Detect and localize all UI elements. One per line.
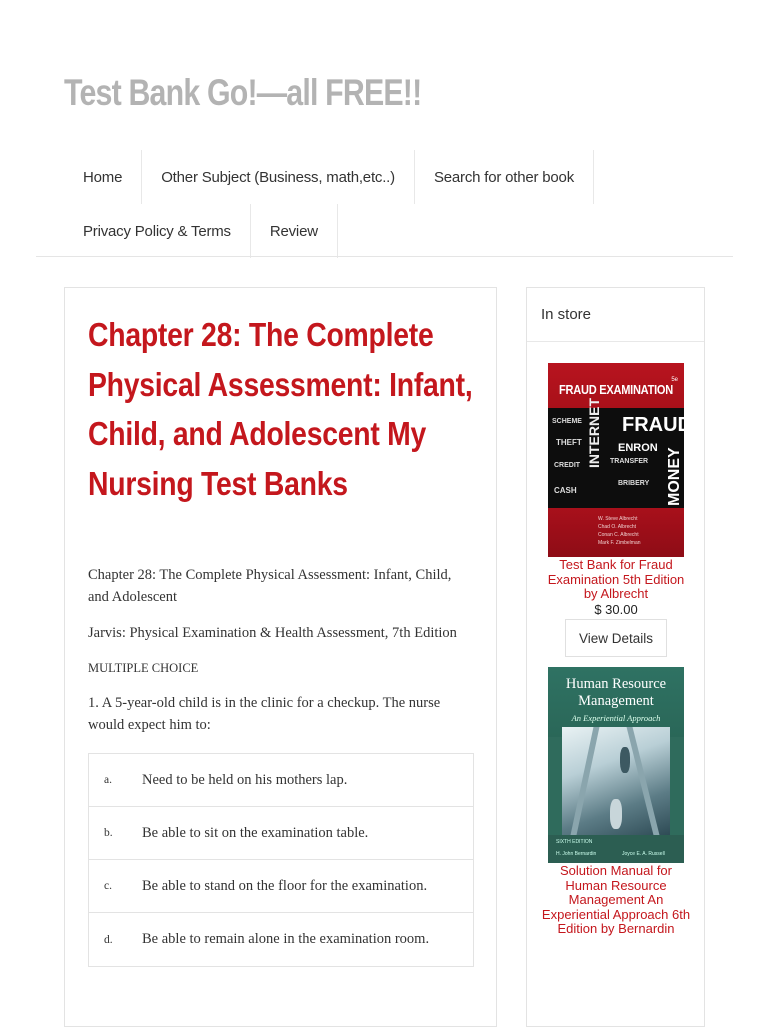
product-price: $ 30.00 (594, 602, 638, 617)
choice-text: Be able to remain alone in the examination room. (142, 931, 430, 947)
site-title[interactable]: Test Bank Go!—all FREE!! (64, 72, 422, 113)
cover-author: Joyce E. A. Russell (622, 851, 665, 857)
nav-row-2 (64, 204, 624, 258)
escalator-photo (562, 727, 670, 835)
header-divider (36, 256, 733, 257)
photo-rail (627, 727, 660, 835)
cloud-word: BRIBERY (618, 480, 650, 487)
cover-authors (548, 508, 684, 557)
sidebar-heading: In store (527, 288, 704, 342)
photo-figure (620, 747, 630, 773)
photo-figure (610, 799, 622, 829)
fraud-examination-book-cover[interactable] (548, 363, 692, 557)
choice-text: Need to be held on his mothers lap. (142, 771, 348, 788)
cloud-word: SCHEME (552, 418, 582, 425)
word-cloud-image (548, 398, 692, 508)
cover-title (548, 676, 684, 710)
choice-row (89, 754, 473, 807)
cover-authors (548, 835, 684, 863)
nav-item-privacy-policy[interactable]: Privacy Policy & Terms (64, 204, 251, 258)
choice-row (89, 807, 473, 860)
choice-text: Be able to stand on the floor for the examination. (142, 877, 428, 894)
section-label: MULTIPLE CHOICE (88, 661, 199, 675)
cover-title-line: Human Resource (565, 676, 667, 692)
cloud-word: CREDIT (554, 462, 581, 469)
post-source: Jarvis: Physical Examination & Health Assessment, 7th Edition (88, 625, 457, 641)
main-nav (64, 150, 624, 258)
choice-text: Be able to sit on the examination table. (142, 824, 369, 841)
cloud-word: MONEY (666, 447, 683, 506)
choice-row (89, 913, 473, 966)
post-intro: Chapter 28: The Complete Physical Assessment: Infant, Child, and Adolescent (88, 567, 452, 605)
nav-item-home[interactable]: Home (64, 150, 142, 204)
nav-item-review[interactable]: Review (251, 204, 338, 258)
post-card (64, 287, 497, 1027)
nav-row-1 (64, 150, 624, 204)
question-text: 1. A 5-year-old child is in the clinic for a checkup. The nurse would expect him to: (88, 695, 441, 733)
cloud-word: THEFT (556, 438, 582, 447)
cover-author: H. John Bernardin (556, 851, 597, 857)
cover-title-line: Management (578, 693, 654, 709)
cover-edition: 5e (671, 377, 678, 383)
cloud-word: INTERNET (586, 398, 602, 468)
post-title: Chapter 28: The Complete Physical Assessment: Infant, Child, and Adolescent My Nursing Test Banks (88, 316, 473, 502)
choice-letter: c. (104, 880, 112, 892)
nav-item-search-other-book[interactable]: Search for other book (415, 150, 594, 204)
cloud-word: CASH (554, 486, 577, 495)
cover-title: FRAUD EXAMINATION (559, 382, 673, 397)
choice-letter: a. (104, 774, 112, 786)
choice-letter: b. (104, 827, 113, 839)
cover-author: Chad O. Albrecht (598, 524, 637, 530)
photo-rail (571, 727, 600, 835)
cloud-word: FRAUD (622, 414, 692, 436)
product-title-link[interactable]: Test Bank for Fraud Examination 5th Edition by Albrecht (547, 557, 685, 602)
store-sidebar (526, 287, 705, 1027)
choice-row (89, 860, 473, 913)
choice-letter: d. (104, 933, 113, 946)
cover-edition: SIXTH EDITION (556, 839, 593, 845)
cloud-word: TRANSFER (610, 458, 649, 465)
hr-management-book-cover[interactable] (548, 667, 684, 863)
answer-choices-table (88, 753, 474, 967)
nav-item-other-subject[interactable]: Other Subject (Business, math,etc..) (142, 150, 415, 204)
cover-author: Mark F. Zimbelman (598, 540, 641, 546)
cover-author: W. Steve Albrecht (598, 516, 638, 522)
cloud-word: ENRON (618, 442, 658, 454)
cover-author: Conan C. Albrecht (598, 532, 639, 538)
cover-subtitle: An Experiential Approach (571, 713, 661, 723)
product-title-link[interactable]: Solution Manual for Human Resource Management An Experiential Approach 6th Edition by Bernardin (541, 863, 691, 937)
view-details-button[interactable]: View Details (565, 619, 667, 657)
